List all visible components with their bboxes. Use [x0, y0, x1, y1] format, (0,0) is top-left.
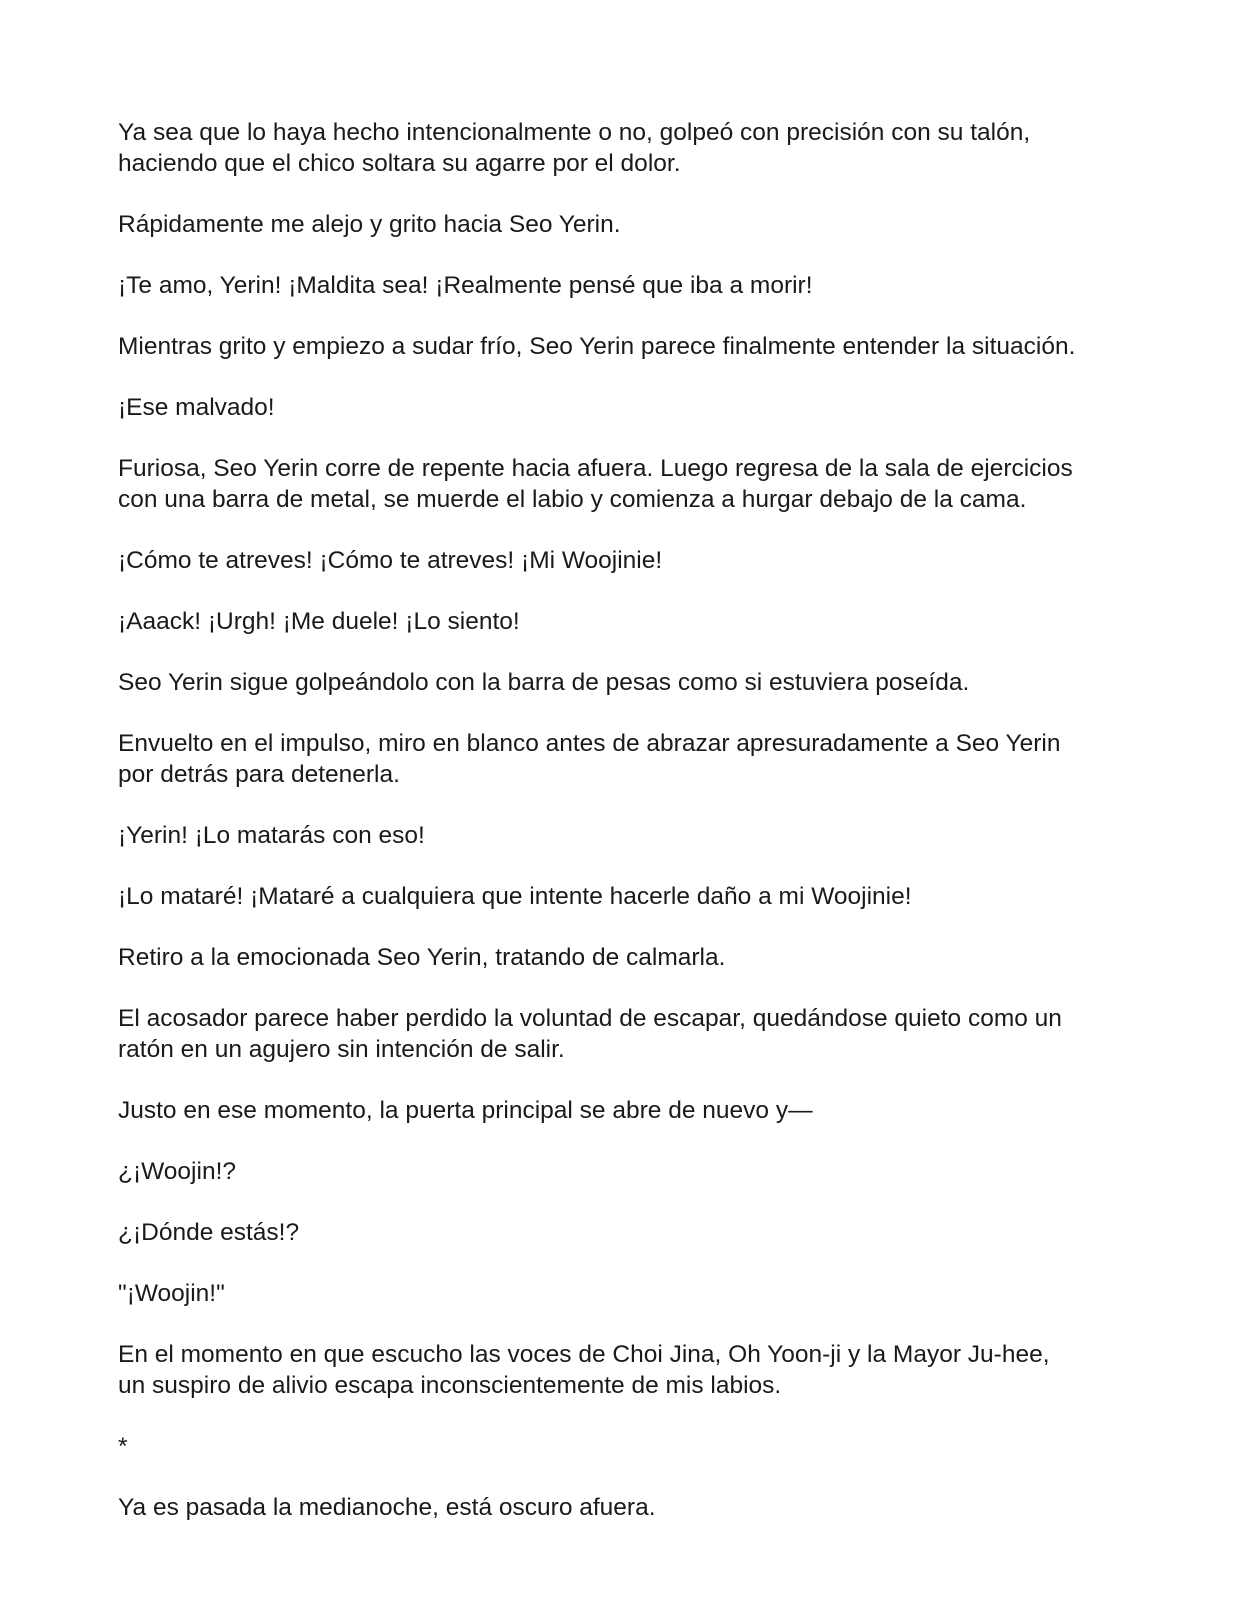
paragraph: En el momento en que escucho las voces de Choi Jina, Oh Yoon-ji y la Mayor Ju-hee, un suspiro de alivio escapa inconscientemente de mis labios. [118, 1341, 1050, 1399]
paragraph: Ya es pasada la medianoche, está oscuro afuera. [118, 1494, 656, 1521]
paragraph: ¡Ese malvado! [118, 394, 275, 421]
document-body [118, 117, 1078, 1553]
paragraph: ¡Te amo, Yerin! ¡Maldita sea! ¡Realmente pensé que iba a morir! [118, 272, 813, 299]
paragraph: Justo en ese momento, la puerta principal se abre de nuevo y— [118, 1097, 813, 1124]
scene-break: * [118, 1433, 128, 1460]
paragraph: Seo Yerin sigue golpeándolo con la barra de pesas como si estuviera poseída. [118, 669, 970, 696]
paragraph: Retiro a la emocionada Seo Yerin, tratando de calmarla. [118, 944, 726, 971]
paragraph: ¡Lo mataré! ¡Mataré a cualquiera que intente hacerle daño a mi Woojinie! [118, 883, 912, 910]
paragraph: El acosador parece haber perdido la voluntad de escapar, quedándose quieto como un ratón en un agujero sin intención de salir. [118, 1005, 1062, 1063]
paragraph: ¿¡Dónde estás!? [118, 1219, 300, 1246]
paragraph: Envuelto en el impulso, miro en blanco antes de abrazar apresuradamente a Seo Yerin por detrás para detenerla. [118, 730, 1061, 788]
paragraph: "¡Woojin!" [118, 1280, 225, 1307]
paragraph: ¡Cómo te atreves! ¡Cómo te atreves! ¡Mi Woojinie! [118, 547, 663, 574]
paragraph: ¡Yerin! ¡Lo matarás con eso! [118, 822, 425, 849]
paragraph: Furiosa, Seo Yerin corre de repente hacia afuera. Luego regresa de la sala de ejercicios con una barra de metal, se muerde el labio y comienza a hurgar debajo de la cama. [118, 455, 1073, 513]
paragraph: Mientras grito y empiezo a sudar frío, Seo Yerin parece finalmente entender la situación. [118, 333, 1076, 360]
paragraph: ¿¡Woojin!? [118, 1158, 237, 1185]
paragraph: Ya sea que lo haya hecho intencionalmente o no, golpeó con precisión con su talón, haciendo que el chico soltara su agarre por el dolor. [118, 119, 1031, 177]
paragraph: Rápidamente me alejo y grito hacia Seo Yerin. [118, 211, 621, 238]
paragraph: ¡Aaack! ¡Urgh! ¡Me duele! ¡Lo siento! [118, 608, 520, 635]
